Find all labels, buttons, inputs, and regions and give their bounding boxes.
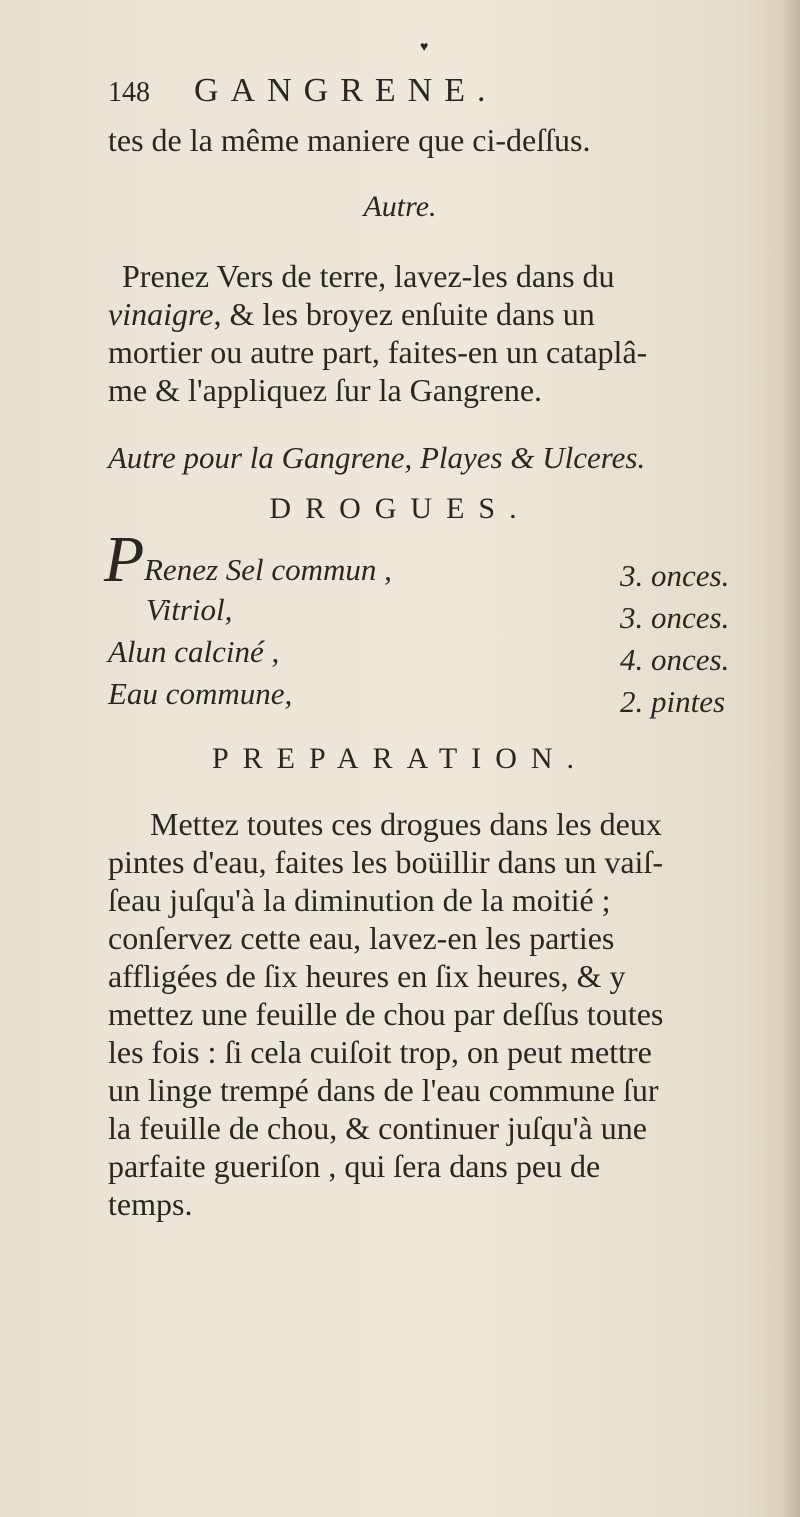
text-line: parfaite gueriſon , qui ſera dans peu de [108, 1148, 601, 1184]
text-line: tes de la même maniere que ci-deſſus. [108, 122, 591, 158]
text-line: un linge trempé dans de l'eau commune ſur [108, 1072, 659, 1108]
printer-mark: ♥ [420, 40, 429, 55]
text-line: les fois : ſi cela cuiſoit trop, on peut mettre [108, 1034, 652, 1070]
text-line: mettez une feuille de chou par deſſus toutes [108, 996, 664, 1032]
text-line: me & l'appliquez ſur la Gangrene. [108, 372, 543, 408]
text-line: mortier ou autre part, faites-en un cataplâ- [108, 334, 648, 370]
page-number: 148 [108, 77, 150, 108]
text-line: Mettez toutes ces drogues dans les deux [150, 806, 662, 842]
running-header [108, 72, 497, 110]
ingredient-quantity: 4. onces. [620, 642, 730, 677]
ingredient-name: Alun calciné , [108, 634, 280, 669]
text-line: conſervez cette eau, lavez-en les parties [108, 920, 615, 956]
text-line [108, 296, 595, 333]
drogues-heading: DROGUES. [269, 492, 531, 525]
italic-word: vinaigre [108, 296, 214, 332]
text-line: Prenez Vers de terre, lavez-les dans du [122, 258, 615, 294]
ingredient-quantity: 3. onces. [620, 558, 730, 593]
ingredient-quantity: 2. pintes [620, 684, 726, 719]
preparation-heading: PREPARATION. [211, 742, 589, 775]
text-line: la feuille de chou, & continuer juſqu'à une [108, 1110, 647, 1146]
running-title: GANGRENE. [194, 72, 498, 109]
drop-cap: P [104, 523, 145, 596]
ingredient-name: Eau commune, [108, 676, 293, 711]
text-line: ſeau juſqu'à la diminution de la moitié ; [108, 882, 611, 918]
text-span: , & les broyez enſuite dans un [213, 296, 595, 332]
text-line: affligées de ſix heures en ſix heures, & y [108, 958, 626, 994]
text-line: pintes d'eau, faites les boüillir dans un vaiſ- [108, 844, 663, 880]
section-heading: Autre. [363, 190, 437, 223]
ingredient-quantity: 3. onces. [620, 600, 730, 635]
text-line: temps. [108, 1186, 193, 1222]
ingredient-name: Vitriol, [146, 592, 233, 627]
ingredient-name: Renez Sel commun , [144, 552, 392, 587]
section-heading: Autre pour la Gangrene, Playes & Ulceres. [108, 440, 646, 475]
